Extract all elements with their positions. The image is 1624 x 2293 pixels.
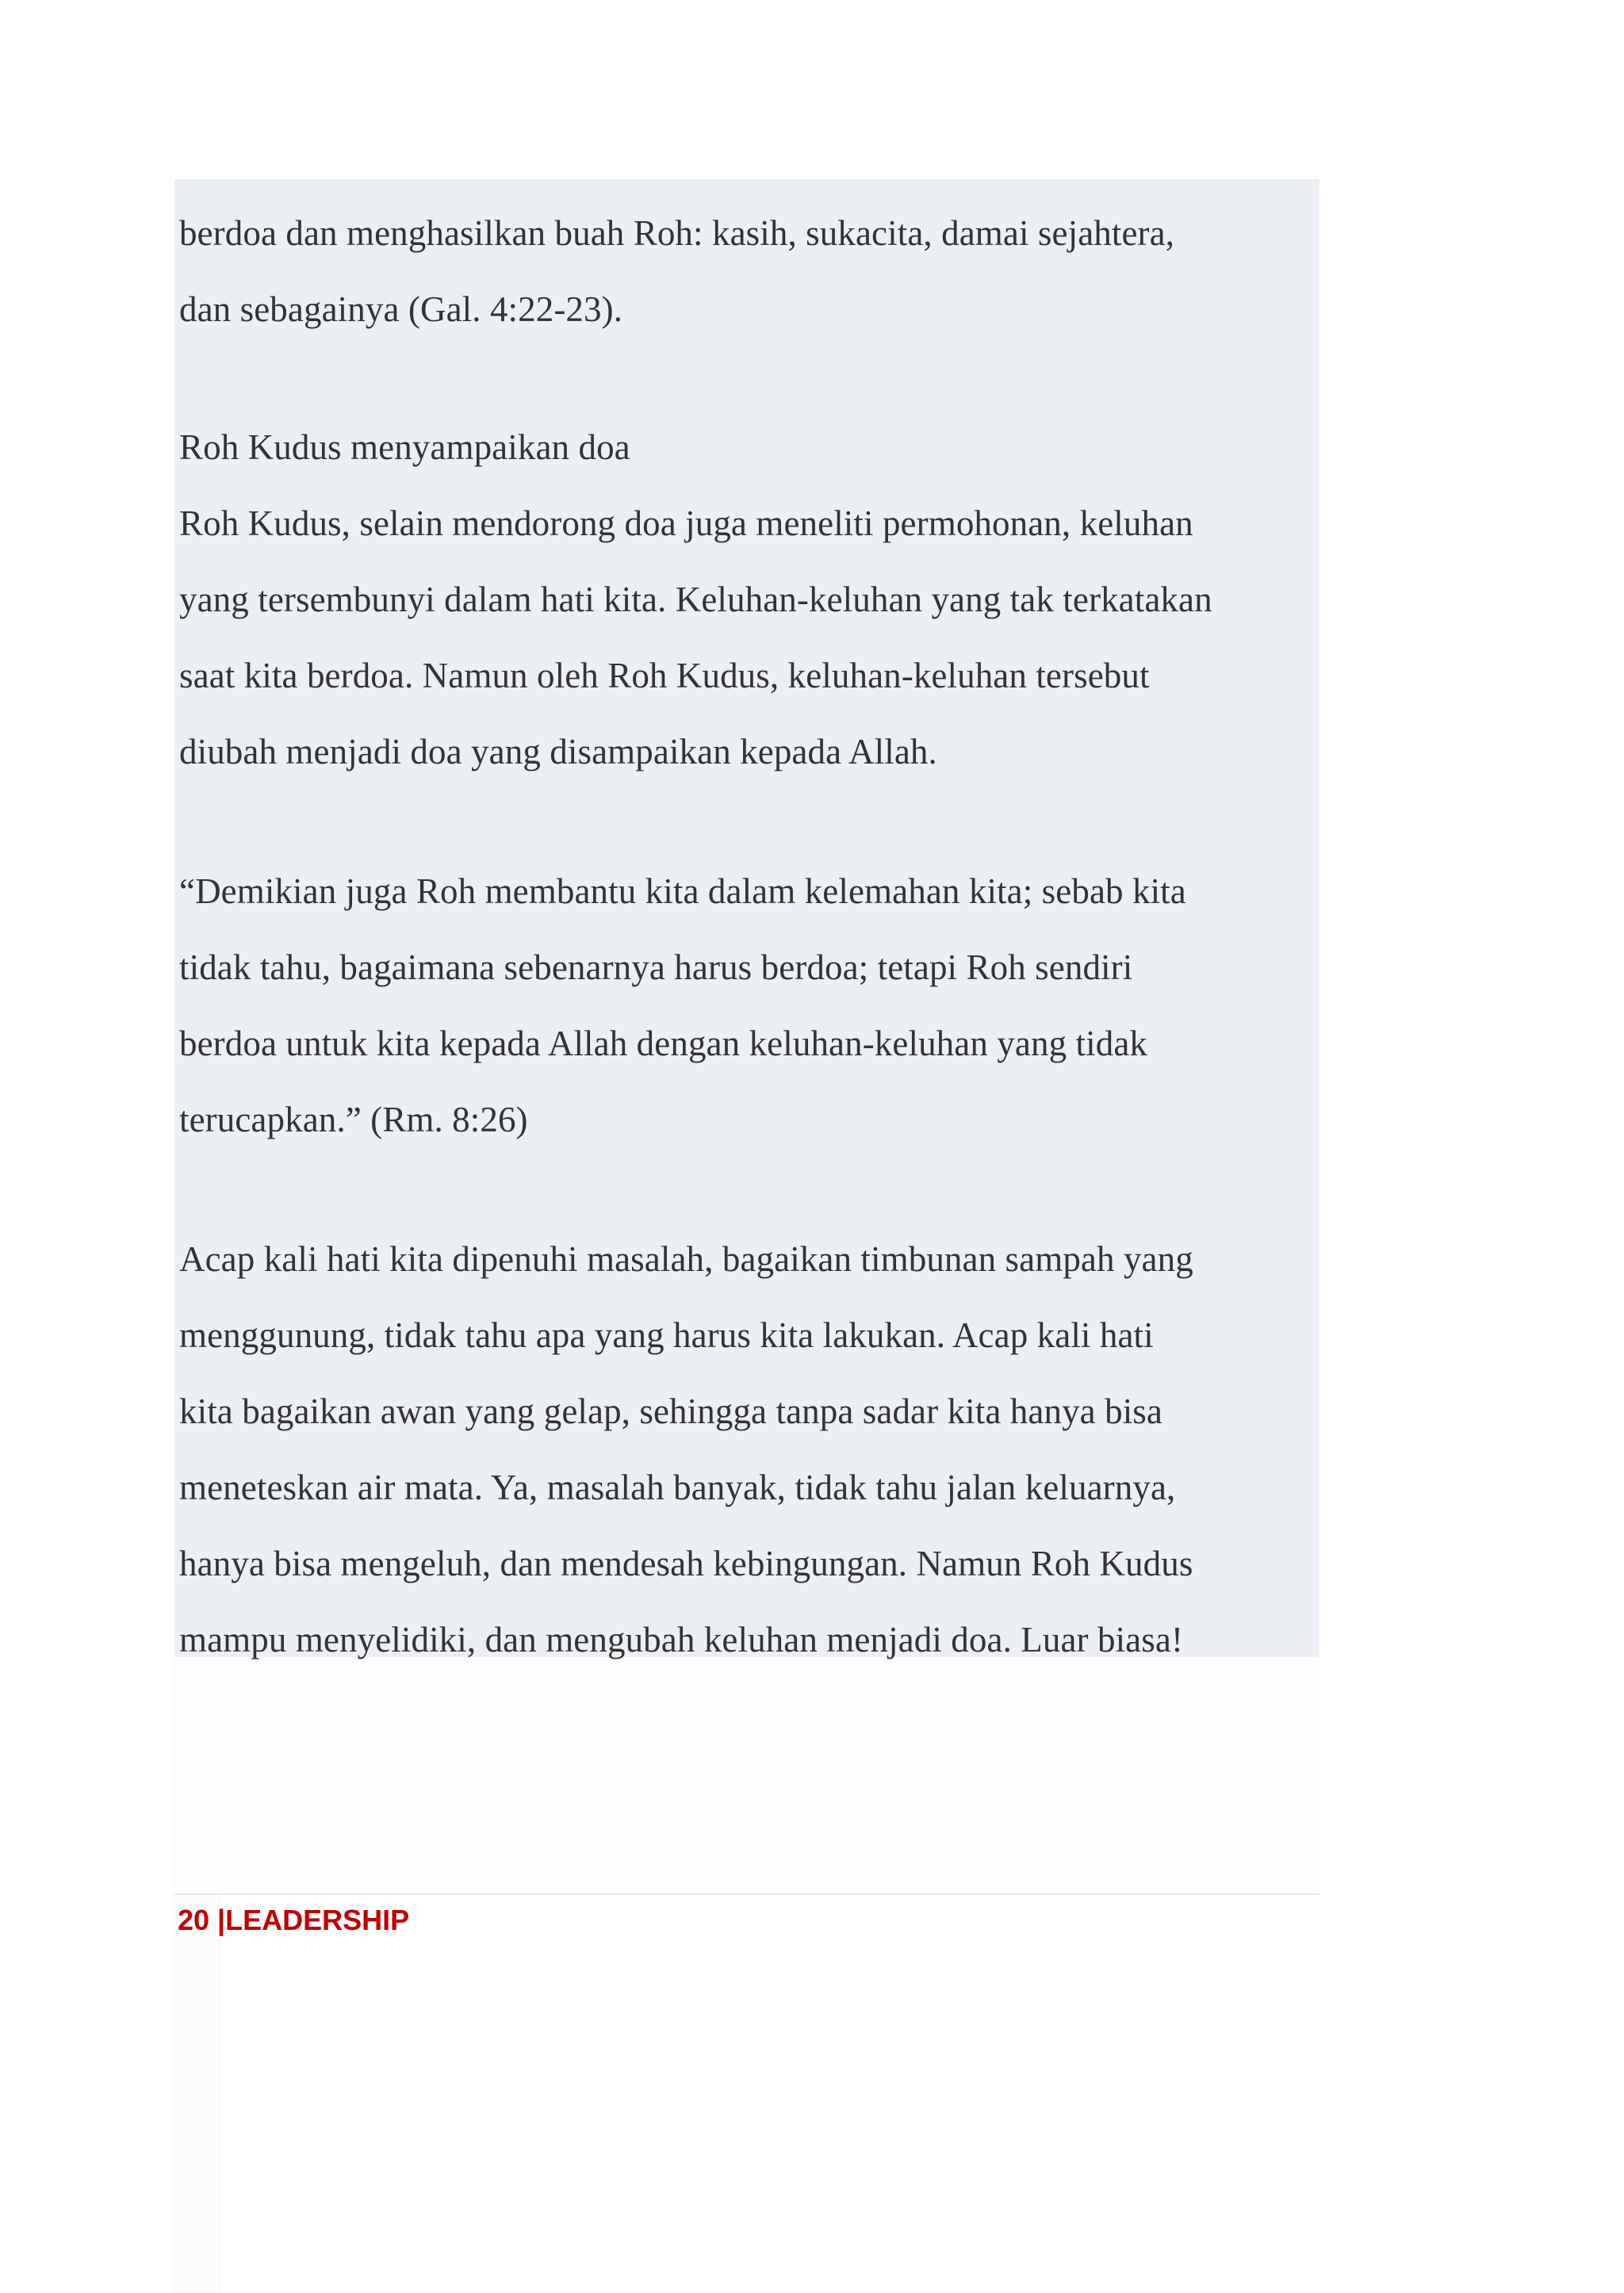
body-line: Acap kali hati kita dipenuhi masalah, bagaikan timbunan sampah yang — [179, 1239, 1193, 1279]
body-line: Roh Kudus, selain mendorong doa juga meneliti permohonan, keluhan — [179, 503, 1193, 543]
quote-line: “Demikian juga Roh membantu kita dalam kelemahan kita; sebab kita — [179, 871, 1186, 911]
body-line: berdoa dan menghasilkan buah Roh: kasih, sukacita, damai sejahtera, — [179, 213, 1175, 253]
quote-line: tidak tahu, bagaimana sebenarnya harus berdoa; tetapi Roh sendiri — [179, 947, 1133, 987]
quote-line: terucapkan.” (Rm. 8:26) — [179, 1100, 528, 1139]
body-line: yang tersembunyi dalam hati kita. Keluhan-keluhan yang tak terkatakan — [179, 580, 1212, 619]
footer-divider — [174, 1893, 1320, 1895]
blank-area-below-text — [174, 1657, 1320, 1895]
body-line: diubah menjadi doa yang disampaikan kepada Allah. — [179, 732, 937, 771]
body-line: mampu menyelidiki, dan mengubah keluhan menjadi doa. Luar biasa! — [179, 1620, 1184, 1659]
quote-line: berdoa untuk kita kepada Allah dengan keluhan-keluhan yang tidak — [179, 1024, 1148, 1063]
body-line: dan sebagainya (Gal. 4:22-23). — [179, 289, 623, 329]
body-line: meneteskan air mata. Ya, masalah banyak, tidak tahu jalan keluarnya, — [179, 1468, 1176, 1507]
footer-page-label: 20 |LEADERSHIP — [178, 1904, 410, 1936]
body-line: hanya bisa mengeluh, dan mendesah kebingungan. Namun Roh Kudus — [179, 1544, 1193, 1583]
body-line: saat kita berdoa. Namun oleh Roh Kudus, keluhan-keluhan tersebut — [179, 656, 1150, 695]
body-line: menggunung, tidak tahu apa yang harus kita lakukan. Acap kali hati — [179, 1315, 1154, 1355]
body-line: kita bagaikan awan yang gelap, sehingga tanpa sadar kita hanya bisa — [179, 1391, 1162, 1431]
section-heading: Roh Kudus menyampaikan doa — [179, 427, 630, 467]
highlighted-text-block — [174, 179, 1320, 1657]
